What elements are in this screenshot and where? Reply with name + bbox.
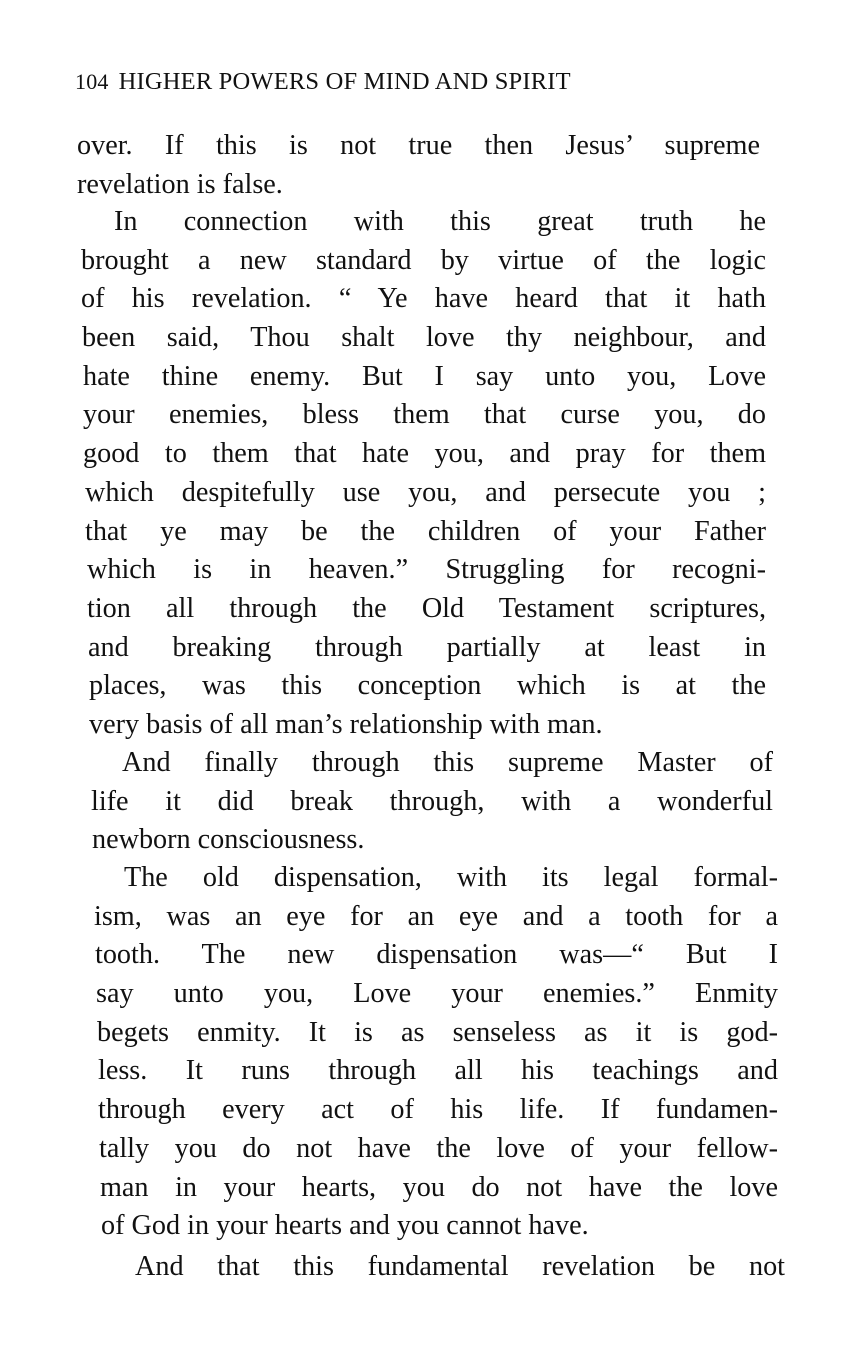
- text-line: man in your hearts, you do not have the love: [100, 1171, 778, 1203]
- text-line: which is in heaven.” Struggling for recogni-: [87, 554, 766, 586]
- text-line: which despitefully use you, and persecute you ;: [85, 476, 766, 508]
- text-line: The old dispensation, with its legal formal-: [124, 862, 778, 893]
- text-line: tooth. The new dispensation was—“ But I: [95, 939, 778, 971]
- text-line: ism, was an eye for an eye and a tooth for a: [94, 900, 778, 932]
- text-line: And that this fundamental revelation be not: [135, 1251, 785, 1282]
- text-line: less. It runs through all his teachings and: [98, 1055, 778, 1087]
- text-line: and breaking through partially at least in: [88, 631, 766, 663]
- text-line: tion all through the Old Testament scriptures,: [87, 592, 766, 624]
- text-line: your enemies, bless them that curse you, do: [83, 399, 766, 431]
- paragraph-3: [90, 744, 773, 860]
- text-line: brought a new standard by virtue of the logic: [81, 244, 766, 276]
- text-line: newborn consciousness.: [92, 824, 365, 856]
- text-line: that ye may be the children of your Father: [85, 515, 766, 547]
- text-line: places, was this conception which is at the: [89, 670, 766, 702]
- text-line: life it did break through, with a wonderful: [91, 785, 773, 817]
- text-line: say unto you, Love your enemies.” Enmity: [96, 978, 778, 1010]
- text-line: revelation is false.: [77, 168, 283, 200]
- paragraph-2: [81, 203, 766, 745]
- text-line: hate thine enemy. But I say unto you, Love: [83, 360, 766, 392]
- paragraph-1: [77, 127, 760, 204]
- text-line: been said, Thou shalt love thy neighbour, and: [82, 322, 766, 354]
- running-title: HIGHER POWERS OF MIND AND SPIRIT: [118, 68, 571, 95]
- text-line: very basis of all man’s relationship with man.: [89, 708, 603, 740]
- text-line: begets enmity. It is as senseless as it is god-: [97, 1016, 778, 1048]
- paragraph-4: [92, 859, 778, 1246]
- text-line: of his revelation. “ Ye have heard that it hath: [81, 283, 766, 315]
- text-line: tally you do not have the love of your fellow-: [99, 1132, 778, 1164]
- text-line: And finally through this supreme Master of: [122, 747, 773, 778]
- text-line: through every act of his life. If fundamen-: [98, 1094, 778, 1126]
- paragraph-5: [135, 1248, 785, 1287]
- running-header: [75, 68, 765, 96]
- text-line: good to them that hate you, and pray for them: [83, 438, 766, 470]
- text-line: over. If this is not true then Jesus’ supreme: [77, 130, 760, 161]
- text-line: In connection with this great truth he: [114, 206, 766, 237]
- text-line: of God in your hearts and you cannot have.: [101, 1210, 589, 1242]
- page-number: 104: [75, 69, 109, 94]
